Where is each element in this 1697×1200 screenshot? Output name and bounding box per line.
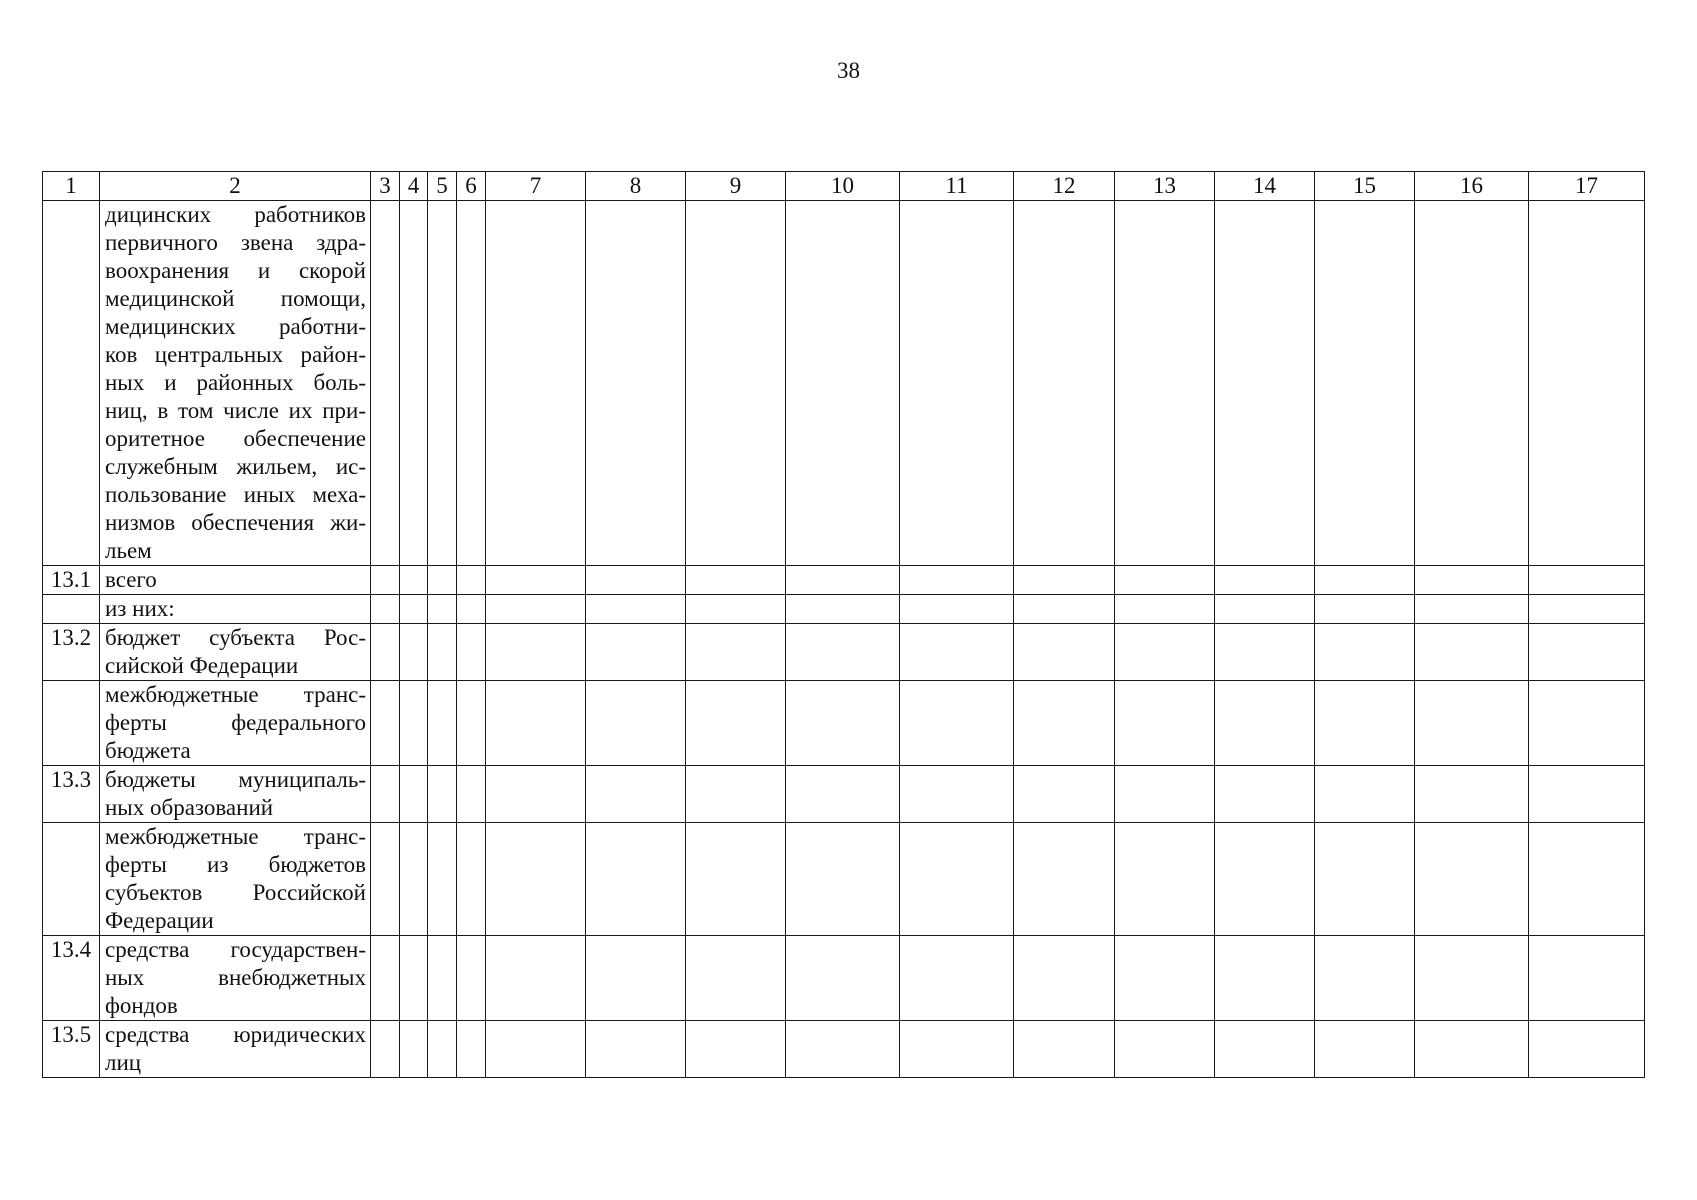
row-label-line: ферты из бюджетов — [105, 852, 366, 877]
empty-value-cell — [1115, 936, 1215, 1021]
row-label-line: пользование иных меха- — [105, 482, 366, 507]
empty-value-cell — [428, 566, 457, 595]
empty-value-cell — [457, 566, 486, 595]
empty-value-cell — [371, 681, 400, 766]
empty-value-cell — [1415, 766, 1529, 823]
empty-value-cell — [371, 1021, 400, 1078]
row-label-line: субъектов Российской — [105, 880, 366, 905]
empty-value-cell — [786, 566, 900, 595]
row-label-line: межбюджетные транс- — [105, 682, 366, 707]
row-label-line: всего — [105, 567, 157, 592]
empty-value-cell — [900, 823, 1014, 936]
row-label-cell — [100, 936, 371, 1021]
table-row — [43, 823, 1645, 936]
table-row — [43, 624, 1645, 681]
empty-value-cell — [486, 1021, 586, 1078]
empty-value-cell — [1529, 566, 1645, 595]
column-header: 12 — [1014, 172, 1115, 201]
empty-value-cell — [786, 766, 900, 823]
empty-value-cell — [457, 936, 486, 1021]
empty-value-cell — [457, 201, 486, 566]
empty-value-cell — [1115, 201, 1215, 566]
row-number-cell: 13.4 — [43, 936, 100, 1021]
row-label-cell — [100, 201, 371, 566]
empty-value-cell — [1115, 595, 1215, 624]
row-label-line: бюджета — [105, 738, 191, 763]
row-label-line: Федерации — [105, 908, 214, 933]
table-row — [43, 681, 1645, 766]
empty-value-cell — [786, 624, 900, 681]
empty-value-cell — [900, 766, 1014, 823]
empty-value-cell — [457, 1021, 486, 1078]
empty-value-cell — [1529, 681, 1645, 766]
empty-value-cell — [786, 681, 900, 766]
empty-value-cell — [371, 823, 400, 936]
empty-value-cell — [1215, 201, 1315, 566]
empty-value-cell — [900, 201, 1014, 566]
empty-value-cell — [1014, 201, 1115, 566]
empty-value-cell — [400, 936, 428, 1021]
column-header: 7 — [486, 172, 586, 201]
empty-value-cell — [686, 624, 786, 681]
empty-value-cell — [486, 766, 586, 823]
row-label-line: льем — [105, 538, 152, 563]
header-row — [43, 172, 1645, 201]
table-row — [43, 766, 1645, 823]
table-row — [43, 201, 1645, 566]
empty-value-cell — [900, 624, 1014, 681]
column-header: 13 — [1115, 172, 1215, 201]
empty-value-cell — [1415, 936, 1529, 1021]
empty-value-cell — [428, 681, 457, 766]
empty-value-cell — [1415, 624, 1529, 681]
row-label-line: оритетное обеспечение — [105, 426, 366, 451]
empty-value-cell — [900, 936, 1014, 1021]
empty-value-cell — [1529, 1021, 1645, 1078]
empty-value-cell — [486, 823, 586, 936]
empty-value-cell — [686, 936, 786, 1021]
table-body — [43, 201, 1645, 1078]
empty-value-cell — [900, 1021, 1014, 1078]
empty-value-cell — [1415, 566, 1529, 595]
empty-value-cell — [786, 201, 900, 566]
row-label-cell — [100, 595, 371, 624]
empty-value-cell — [1014, 681, 1115, 766]
empty-value-cell — [457, 624, 486, 681]
empty-value-cell — [1014, 1021, 1115, 1078]
empty-value-cell — [900, 595, 1014, 624]
row-label-line: воохранения и скорой — [105, 258, 366, 283]
empty-value-cell — [1014, 595, 1115, 624]
empty-value-cell — [457, 823, 486, 936]
empty-value-cell — [1315, 766, 1415, 823]
table-row — [43, 936, 1645, 1021]
column-header: 9 — [686, 172, 786, 201]
row-label-line: ных и районных боль- — [105, 370, 366, 395]
empty-value-cell — [686, 823, 786, 936]
row-label-line: фондов — [105, 993, 178, 1018]
funding-table — [42, 171, 1645, 1078]
empty-value-cell — [1115, 1021, 1215, 1078]
page-number: 38 — [837, 58, 860, 83]
empty-value-cell — [1529, 936, 1645, 1021]
row-number-cell — [43, 823, 100, 936]
row-label-line: первичного звена здра- — [105, 230, 366, 255]
empty-value-cell — [1115, 624, 1215, 681]
empty-value-cell — [1014, 766, 1115, 823]
empty-value-cell — [1415, 823, 1529, 936]
empty-value-cell — [1215, 624, 1315, 681]
row-label-line: дицинских работников — [105, 202, 366, 227]
empty-value-cell — [586, 936, 686, 1021]
empty-value-cell — [1529, 624, 1645, 681]
empty-value-cell — [400, 1021, 428, 1078]
empty-value-cell — [486, 201, 586, 566]
empty-value-cell — [428, 201, 457, 566]
empty-value-cell — [1415, 1021, 1529, 1078]
empty-value-cell — [428, 936, 457, 1021]
empty-value-cell — [457, 681, 486, 766]
empty-value-cell — [1115, 766, 1215, 823]
row-label-line: межбюджетные транс- — [105, 824, 366, 849]
empty-value-cell — [1529, 823, 1645, 936]
empty-value-cell — [400, 766, 428, 823]
column-header: 11 — [900, 172, 1014, 201]
empty-value-cell — [586, 201, 686, 566]
empty-value-cell — [371, 566, 400, 595]
empty-value-cell — [1215, 681, 1315, 766]
row-number-cell: 13.1 — [43, 566, 100, 595]
row-label-line: ферты федерального — [105, 710, 366, 735]
empty-value-cell — [1529, 201, 1645, 566]
column-header: 6 — [457, 172, 486, 201]
column-header: 10 — [786, 172, 900, 201]
empty-value-cell — [1315, 201, 1415, 566]
row-number-cell — [43, 681, 100, 766]
row-label-line: средства юридических — [105, 1022, 366, 1047]
row-number-cell — [43, 595, 100, 624]
column-header: 14 — [1215, 172, 1315, 201]
empty-value-cell — [1415, 595, 1529, 624]
empty-value-cell — [1315, 624, 1415, 681]
column-header: 8 — [586, 172, 686, 201]
empty-value-cell — [786, 823, 900, 936]
empty-value-cell — [400, 624, 428, 681]
empty-value-cell — [457, 766, 486, 823]
table-row — [43, 595, 1645, 624]
empty-value-cell — [1215, 595, 1315, 624]
column-header: 4 — [400, 172, 428, 201]
row-label-cell — [100, 823, 371, 936]
empty-value-cell — [900, 566, 1014, 595]
empty-value-cell — [586, 766, 686, 823]
column-header: 15 — [1315, 172, 1415, 201]
empty-value-cell — [400, 681, 428, 766]
empty-value-cell — [1529, 766, 1645, 823]
empty-value-cell — [486, 936, 586, 1021]
empty-value-cell — [686, 201, 786, 566]
empty-value-cell — [686, 566, 786, 595]
row-label-line: медицинских работни- — [105, 314, 366, 339]
empty-value-cell — [586, 823, 686, 936]
empty-value-cell — [586, 681, 686, 766]
empty-value-cell — [686, 1021, 786, 1078]
empty-value-cell — [428, 823, 457, 936]
empty-value-cell — [371, 201, 400, 566]
empty-value-cell — [1215, 566, 1315, 595]
row-label-cell — [100, 566, 371, 595]
row-label-line: ных образований — [105, 795, 274, 820]
empty-value-cell — [686, 595, 786, 624]
empty-value-cell — [1315, 936, 1415, 1021]
empty-value-cell — [1014, 936, 1115, 1021]
row-label-line: средства государствен- — [105, 937, 366, 962]
empty-value-cell — [371, 936, 400, 1021]
empty-value-cell — [486, 681, 586, 766]
empty-value-cell — [1529, 595, 1645, 624]
empty-value-cell — [586, 1021, 686, 1078]
empty-value-cell — [1315, 566, 1415, 595]
column-header: 1 — [43, 172, 100, 201]
row-label-line: медицинской помощи, — [105, 286, 366, 311]
empty-value-cell — [786, 936, 900, 1021]
empty-value-cell — [586, 566, 686, 595]
empty-value-cell — [400, 823, 428, 936]
empty-value-cell — [586, 624, 686, 681]
empty-value-cell — [586, 595, 686, 624]
row-label-cell — [100, 624, 371, 681]
empty-value-cell — [686, 766, 786, 823]
row-label-line: ниц, в том числе их при- — [105, 398, 366, 423]
empty-value-cell — [486, 595, 586, 624]
empty-value-cell — [428, 766, 457, 823]
column-header: 17 — [1529, 172, 1645, 201]
empty-value-cell — [1315, 823, 1415, 936]
empty-value-cell — [486, 624, 586, 681]
row-number-cell — [43, 201, 100, 566]
row-label-line: ков центральных район- — [105, 342, 366, 367]
empty-value-cell — [371, 595, 400, 624]
empty-value-cell — [1014, 566, 1115, 595]
empty-value-cell — [1014, 624, 1115, 681]
empty-value-cell — [1115, 681, 1215, 766]
empty-value-cell — [486, 566, 586, 595]
empty-value-cell — [1315, 681, 1415, 766]
empty-value-cell — [371, 766, 400, 823]
empty-value-cell — [1215, 823, 1315, 936]
row-label-cell — [100, 681, 371, 766]
empty-value-cell — [371, 624, 400, 681]
empty-value-cell — [1315, 595, 1415, 624]
row-number-cell: 13.5 — [43, 1021, 100, 1078]
empty-value-cell — [786, 595, 900, 624]
row-label-line: сийской Федерации — [105, 653, 299, 678]
row-label-line: лиц — [105, 1050, 142, 1075]
empty-value-cell — [400, 566, 428, 595]
row-number-cell: 13.3 — [43, 766, 100, 823]
empty-value-cell — [1115, 823, 1215, 936]
row-number-cell: 13.2 — [43, 624, 100, 681]
empty-value-cell — [1115, 566, 1215, 595]
row-label-line: бюджеты муниципаль- — [105, 767, 366, 792]
column-header: 3 — [371, 172, 400, 201]
empty-value-cell — [457, 595, 486, 624]
empty-value-cell — [1215, 936, 1315, 1021]
row-label-line: служебным жильем, ис- — [105, 454, 366, 479]
empty-value-cell — [686, 681, 786, 766]
row-label-line: бюджет субъекта Рос- — [105, 625, 366, 650]
table-row — [43, 566, 1645, 595]
row-label-line: из них: — [105, 596, 175, 621]
empty-value-cell — [400, 201, 428, 566]
empty-value-cell — [1315, 1021, 1415, 1078]
row-label-line: ных внебюджетных — [105, 965, 366, 990]
column-header: 16 — [1415, 172, 1529, 201]
empty-value-cell — [1215, 766, 1315, 823]
empty-value-cell — [428, 624, 457, 681]
empty-value-cell — [1415, 681, 1529, 766]
empty-value-cell — [1014, 823, 1115, 936]
row-label-line: низмов обеспечения жи- — [105, 510, 366, 535]
empty-value-cell — [900, 681, 1014, 766]
empty-value-cell — [400, 595, 428, 624]
empty-value-cell — [1215, 1021, 1315, 1078]
column-header: 5 — [428, 172, 457, 201]
empty-value-cell — [1415, 201, 1529, 566]
column-header: 2 — [100, 172, 371, 201]
row-label-cell — [100, 766, 371, 823]
row-label-cell — [100, 1021, 371, 1078]
empty-value-cell — [428, 1021, 457, 1078]
empty-value-cell — [428, 595, 457, 624]
table-row — [43, 1021, 1645, 1078]
empty-value-cell — [786, 1021, 900, 1078]
